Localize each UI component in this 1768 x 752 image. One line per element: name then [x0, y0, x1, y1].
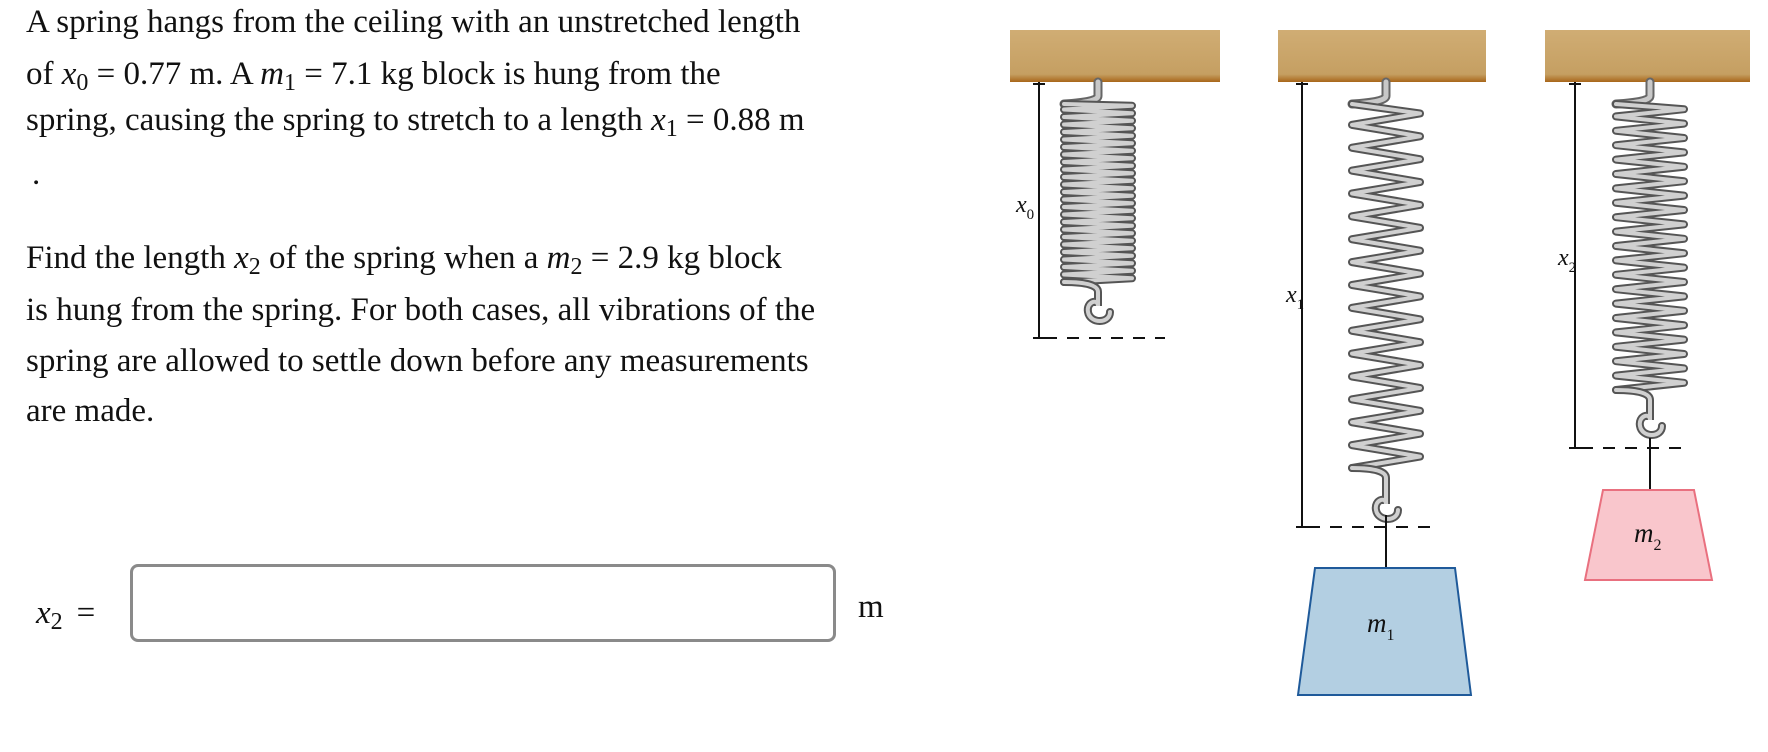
- answer-input[interactable]: [130, 564, 836, 642]
- problem-line-5: [26, 240, 782, 280]
- x0-label: $x_0$: [1016, 192, 1035, 223]
- ceiling-1: [1010, 30, 1220, 82]
- problem-period: .: [32, 156, 41, 192]
- answer-label-variable: x: [36, 595, 51, 631]
- m2-subscript: 2: [570, 254, 583, 280]
- problem-line-6: [26, 292, 815, 329]
- x1-variable: x: [651, 102, 666, 138]
- m1-subscript: 1: [283, 70, 296, 96]
- problem-text-segment: A spring hangs from the ceiling with an unstretched length: [26, 4, 801, 40]
- x0-value: = 0.77 m. A: [88, 56, 261, 92]
- spring-unstretched: [1064, 82, 1132, 321]
- problem-text-segment: of the spring when a: [260, 240, 547, 276]
- m1-value: = 7.1 kg block is hung from the: [295, 56, 721, 92]
- ceiling-3: [1545, 30, 1750, 82]
- ceiling-2: [1278, 30, 1486, 82]
- m2-variable: m: [546, 240, 571, 276]
- answer-label-equals: =: [76, 595, 96, 631]
- m1-variable: m: [260, 56, 284, 92]
- answer-unit: m: [858, 589, 884, 625]
- x1-value: = 0.88 m: [677, 102, 805, 138]
- problem-line-4: [32, 156, 40, 193]
- x2-label: $x_2$: [1558, 245, 1577, 276]
- spring-with-m1: [1352, 82, 1420, 519]
- m2-value: = 2.9 kg block: [582, 240, 782, 276]
- problem-text-segment: is hung from the spring. For both cases, all vibrations of the: [26, 292, 816, 328]
- problem-line-8: [26, 393, 154, 430]
- problem-line-3: [26, 102, 805, 142]
- problem-line-7: [26, 343, 809, 380]
- m2-label: $m_2$: [1634, 518, 1662, 554]
- x0-variable: x: [61, 56, 77, 92]
- answer-label-subscript: 2: [50, 609, 63, 635]
- problem-text-segment: spring, causing the spring to stretch to a length: [26, 102, 652, 138]
- x1-subscript: 1: [665, 116, 678, 142]
- x2-variable: x: [234, 240, 249, 276]
- problem-text-segment: are made.: [26, 393, 155, 429]
- m1-label: $m_1$: [1367, 608, 1395, 644]
- problem-line-1: [26, 4, 800, 41]
- spring-diagram: [990, 20, 1750, 710]
- problem-text-segment: of: [26, 56, 62, 92]
- x2-subscript: 2: [248, 254, 261, 280]
- problem-text-segment: spring are allowed to settle down before any measurements: [26, 343, 809, 379]
- answer-label: [36, 595, 96, 635]
- spring-with-m2: [1616, 82, 1684, 435]
- x1-label: $x_1$: [1286, 282, 1305, 313]
- x0-subscript: 0: [76, 70, 89, 96]
- problem-line-2: [26, 56, 721, 96]
- problem-text-segment: Find the length: [26, 240, 235, 276]
